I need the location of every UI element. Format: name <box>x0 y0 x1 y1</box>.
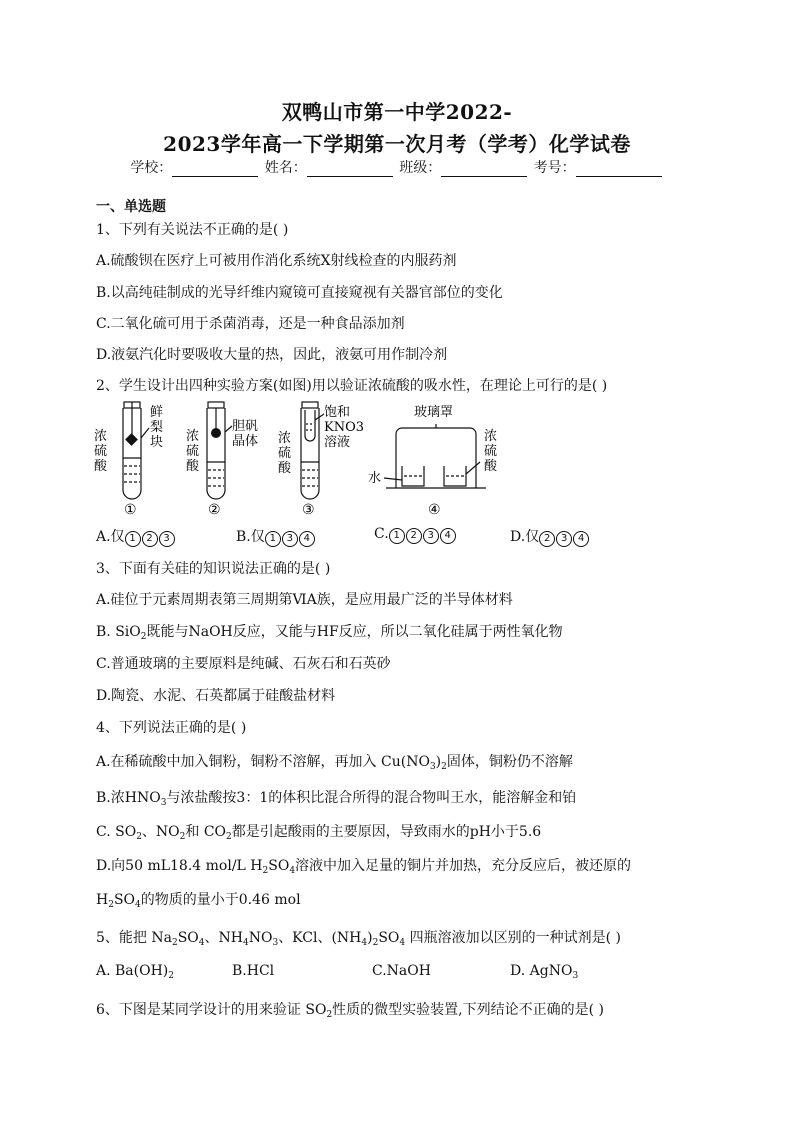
fig-t4-right: 浓硫酸 <box>484 429 498 474</box>
fig-t4-left: 水 <box>368 471 382 486</box>
fig-t2-right: 胆矾晶体 <box>232 419 259 449</box>
class-label: 班级： <box>399 160 442 176</box>
q3-option-d: D.陶瓷、水泥、石英都属于硅酸盐材料 <box>96 688 336 704</box>
fig-t3-left: 浓硫酸 <box>278 431 292 476</box>
tube3-stopper <box>302 402 318 408</box>
pear-block <box>125 433 138 446</box>
bell-jar <box>396 428 476 488</box>
q5-stem: 5、能把 $Na_2SO_4$、$NH_4NO_3$、KCl、$(NH_4)_2SO_4$ 四瓶溶液加以区别的一种试剂是( ) <box>96 930 621 948</box>
q4-option-d-line2: $H_2SO_4$的物质的量小于0.46 mol <box>96 892 301 910</box>
q2-stem: 2、学生设计出四种实验方案(如图)用以验证浓硫酸的吸水性，在理论上可行的是( ) <box>96 378 608 394</box>
student-info-row <box>0 157 794 177</box>
fig-t1-left: 浓硫酸 <box>94 429 108 474</box>
q5-option-d: D. AgNO$_3$ <box>510 963 579 981</box>
q6-stem: 6、下图是某同学设计的用来验证 $SO_2$性质的微型实验装置,下列结论不正确的是( ) <box>96 1002 604 1020</box>
title-line-1: 双鸭山市第一中学2022- <box>281 100 513 124</box>
q1-option-a: A.硫酸钡在医疗上可被用作消化系统X射线检查的内服药剂 <box>96 253 457 269</box>
crystal <box>211 428 221 438</box>
q2-option-a: A.仅 1 2 3 <box>96 526 176 547</box>
name-label: 姓名： <box>264 160 307 176</box>
fig-t1-right: 鲜梨块 <box>150 405 164 450</box>
q3-option-b: B. SiO$_2$既能与NaOH反应，又能与HF反应，所以二氧化硅属于两性氧化物 <box>96 624 563 642</box>
section-title: 一、单选题 <box>96 199 166 215</box>
fig-num-3: ③ <box>302 502 315 518</box>
q1-stem: 1、下列有关说法不正确的是( ) <box>96 222 289 238</box>
tube3 <box>301 408 319 499</box>
exam-number-field[interactable] <box>576 162 662 177</box>
q3-stem: 3、下面有关硅的知识说法正确的是( ) <box>96 561 331 577</box>
q4-option-d-line1: D.向50 mL18.4 mol/L $H_2SO_4$溶液中加入足量的铜片并加热，充分反应后，被还原的 <box>96 858 632 876</box>
q4-stem: 4、下列说法正确的是( ) <box>96 720 247 736</box>
q3-option-a: A.硅位于元素周期表第三周期第ⅥA族，是应用最广泛的半导体材料 <box>96 592 513 608</box>
q2-option-c: C. 1 2 3 4 <box>374 526 457 544</box>
q5-option-a: A. $Ba(OH)_2$ <box>96 963 174 981</box>
q1-option-d: D.液氨汽化时要吸收大量的热，因此，液氨可用作制冷剂 <box>96 347 448 363</box>
q1-option-b: B.以高纯硅制成的光导纤维内窥镜可直接窥视有关器官部位的变化 <box>96 285 503 301</box>
fig-t2-left: 浓硫酸 <box>186 429 200 474</box>
q2-figure <box>94 400 514 518</box>
fig-t3-right: 饱和 KNO3 溶液 <box>324 405 365 450</box>
school-field[interactable] <box>172 162 258 177</box>
name-field[interactable] <box>307 162 393 177</box>
title-line-2: 2023学年高一下学期第一次月考（学考）化学试卷 <box>163 132 631 156</box>
fig-num-2: ② <box>208 502 221 518</box>
q1-option-c: C.二氧化硫可用于杀菌消毒，还是一种食品添加剂 <box>96 316 405 332</box>
q4-option-b: B.浓$HNO_3$与浓盐酸按3：1的体积比混合所得的混合物叫王水，能溶解金和铂 <box>96 790 577 808</box>
q3-option-c: C.普通玻璃的主要原料是纯碱、石灰石和石英砂 <box>96 656 391 672</box>
exam-number-label: 考号： <box>533 160 576 176</box>
q4-option-c: C. $SO_2$、$NO_2$和 $CO_2$都是引起酸雨的主要原因，导致雨水的pH小于5.6 <box>96 824 542 842</box>
fig-t4-top: 玻璃罩 <box>414 405 454 420</box>
q2-option-d: D.仅 2 3 4 <box>510 526 590 547</box>
tube2-stopper <box>208 402 224 408</box>
q5-option-b: B.HCl <box>232 963 275 979</box>
fig-num-1: ① <box>124 502 137 518</box>
class-field[interactable] <box>441 162 527 177</box>
q5-option-c: C.NaOH <box>372 963 431 979</box>
school-label: 学校： <box>130 160 173 176</box>
fig-num-4: ④ <box>428 502 441 518</box>
q2-option-b: B.仅 1 3 4 <box>236 526 316 547</box>
inner-tube <box>305 410 315 441</box>
q4-option-a: A.在稀硫酸中加入铜粉，铜粉不溶解，再加入 $Cu(NO_3)_2$固体，铜粉仍不溶解 <box>96 754 573 772</box>
